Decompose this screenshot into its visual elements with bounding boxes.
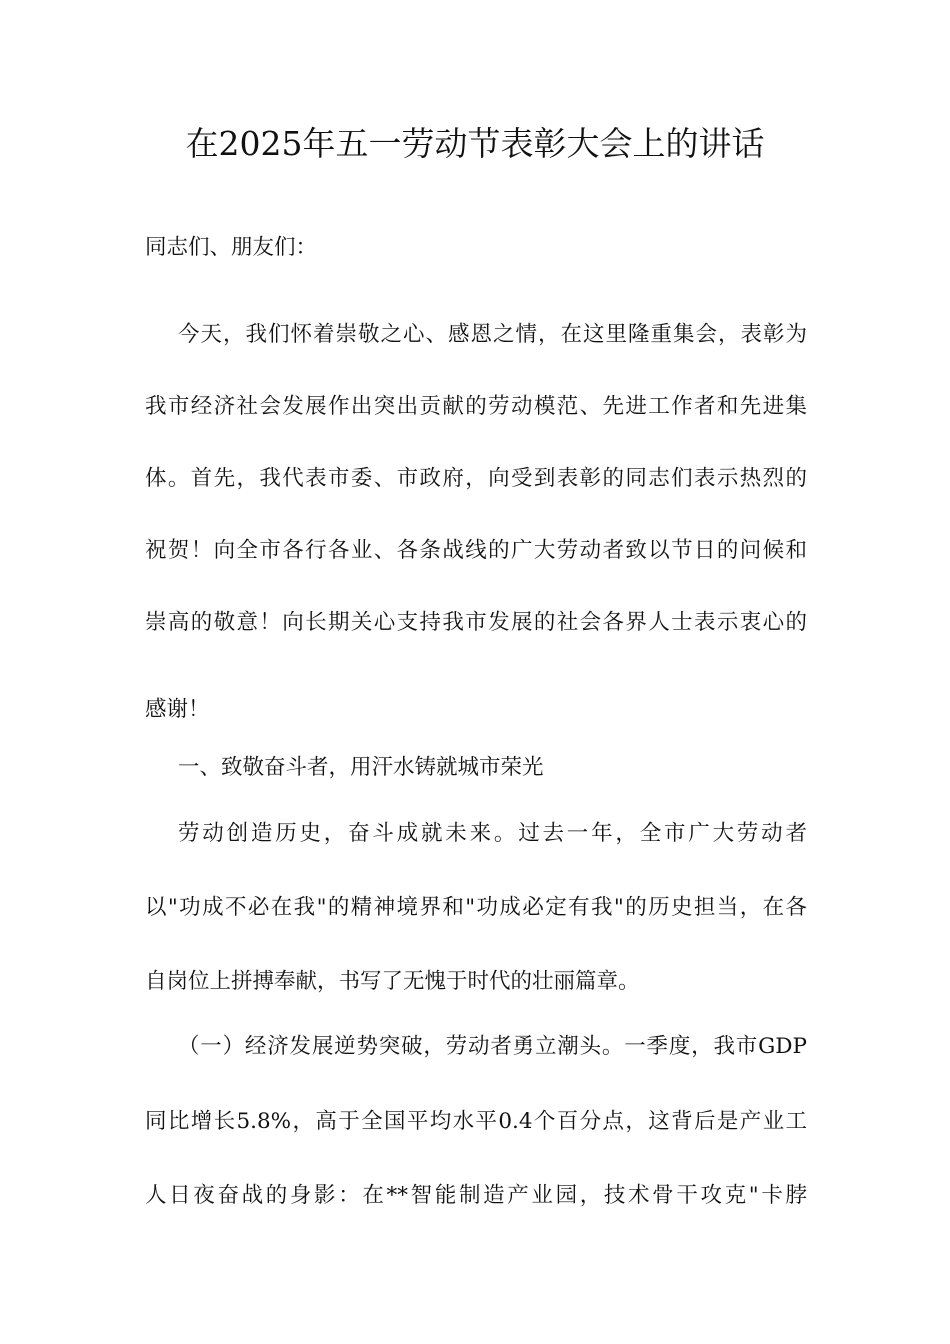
paragraph-line: 人日夜奋战的身影：在**智能制造产业园，技术骨干攻克"卡脖 bbox=[145, 1183, 807, 1208]
paragraph-line: 今天，我们怀着崇敬之心、感恩之情，在这里隆重集会，表彰为 bbox=[178, 322, 807, 347]
paragraph-line: 崇高的敬意！向长期关心支持我市发展的社会各界人士表示衷心的 bbox=[145, 610, 807, 635]
paragraph-line: （一）经济发展逆势突破，劳动者勇立潮头。一季度，我市GDP bbox=[178, 1034, 807, 1059]
paragraph-line: 祝贺！向全市各行各业、各条战线的广大劳动者致以节日的问候和 bbox=[145, 538, 807, 563]
section-heading: 一、致敬奋斗者，用汗水铸就城市荣光 bbox=[178, 755, 544, 780]
salutation: 同志们、朋友们： bbox=[145, 235, 318, 260]
paragraph-line: 我市经济社会发展作出突出贡献的劳动模范、先进工作者和先进集 bbox=[145, 394, 807, 419]
paragraph-line: 自岗位上拼搏奉献，书写了无愧于时代的壮丽篇章。 bbox=[145, 969, 640, 994]
paragraph-line: 感谢！ bbox=[145, 697, 210, 722]
paragraph-line: 劳动创造历史，奋斗成就未来。过去一年，全市广大劳动者 bbox=[178, 821, 807, 846]
paragraph-line: 以"功成不必在我"的精神境界和"功成必定有我"的历史担当，在各 bbox=[145, 895, 807, 920]
paragraph-line: 同比增长5.8%，高于全国平均水平0.4个百分点，这背后是产业工 bbox=[145, 1109, 807, 1134]
paragraph-line: 体。首先，我代表市委、市政府，向受到表彰的同志们表示热烈的 bbox=[145, 466, 807, 491]
document-title: 在2025年五一劳动节表彰大会上的讲话 bbox=[185, 124, 765, 163]
